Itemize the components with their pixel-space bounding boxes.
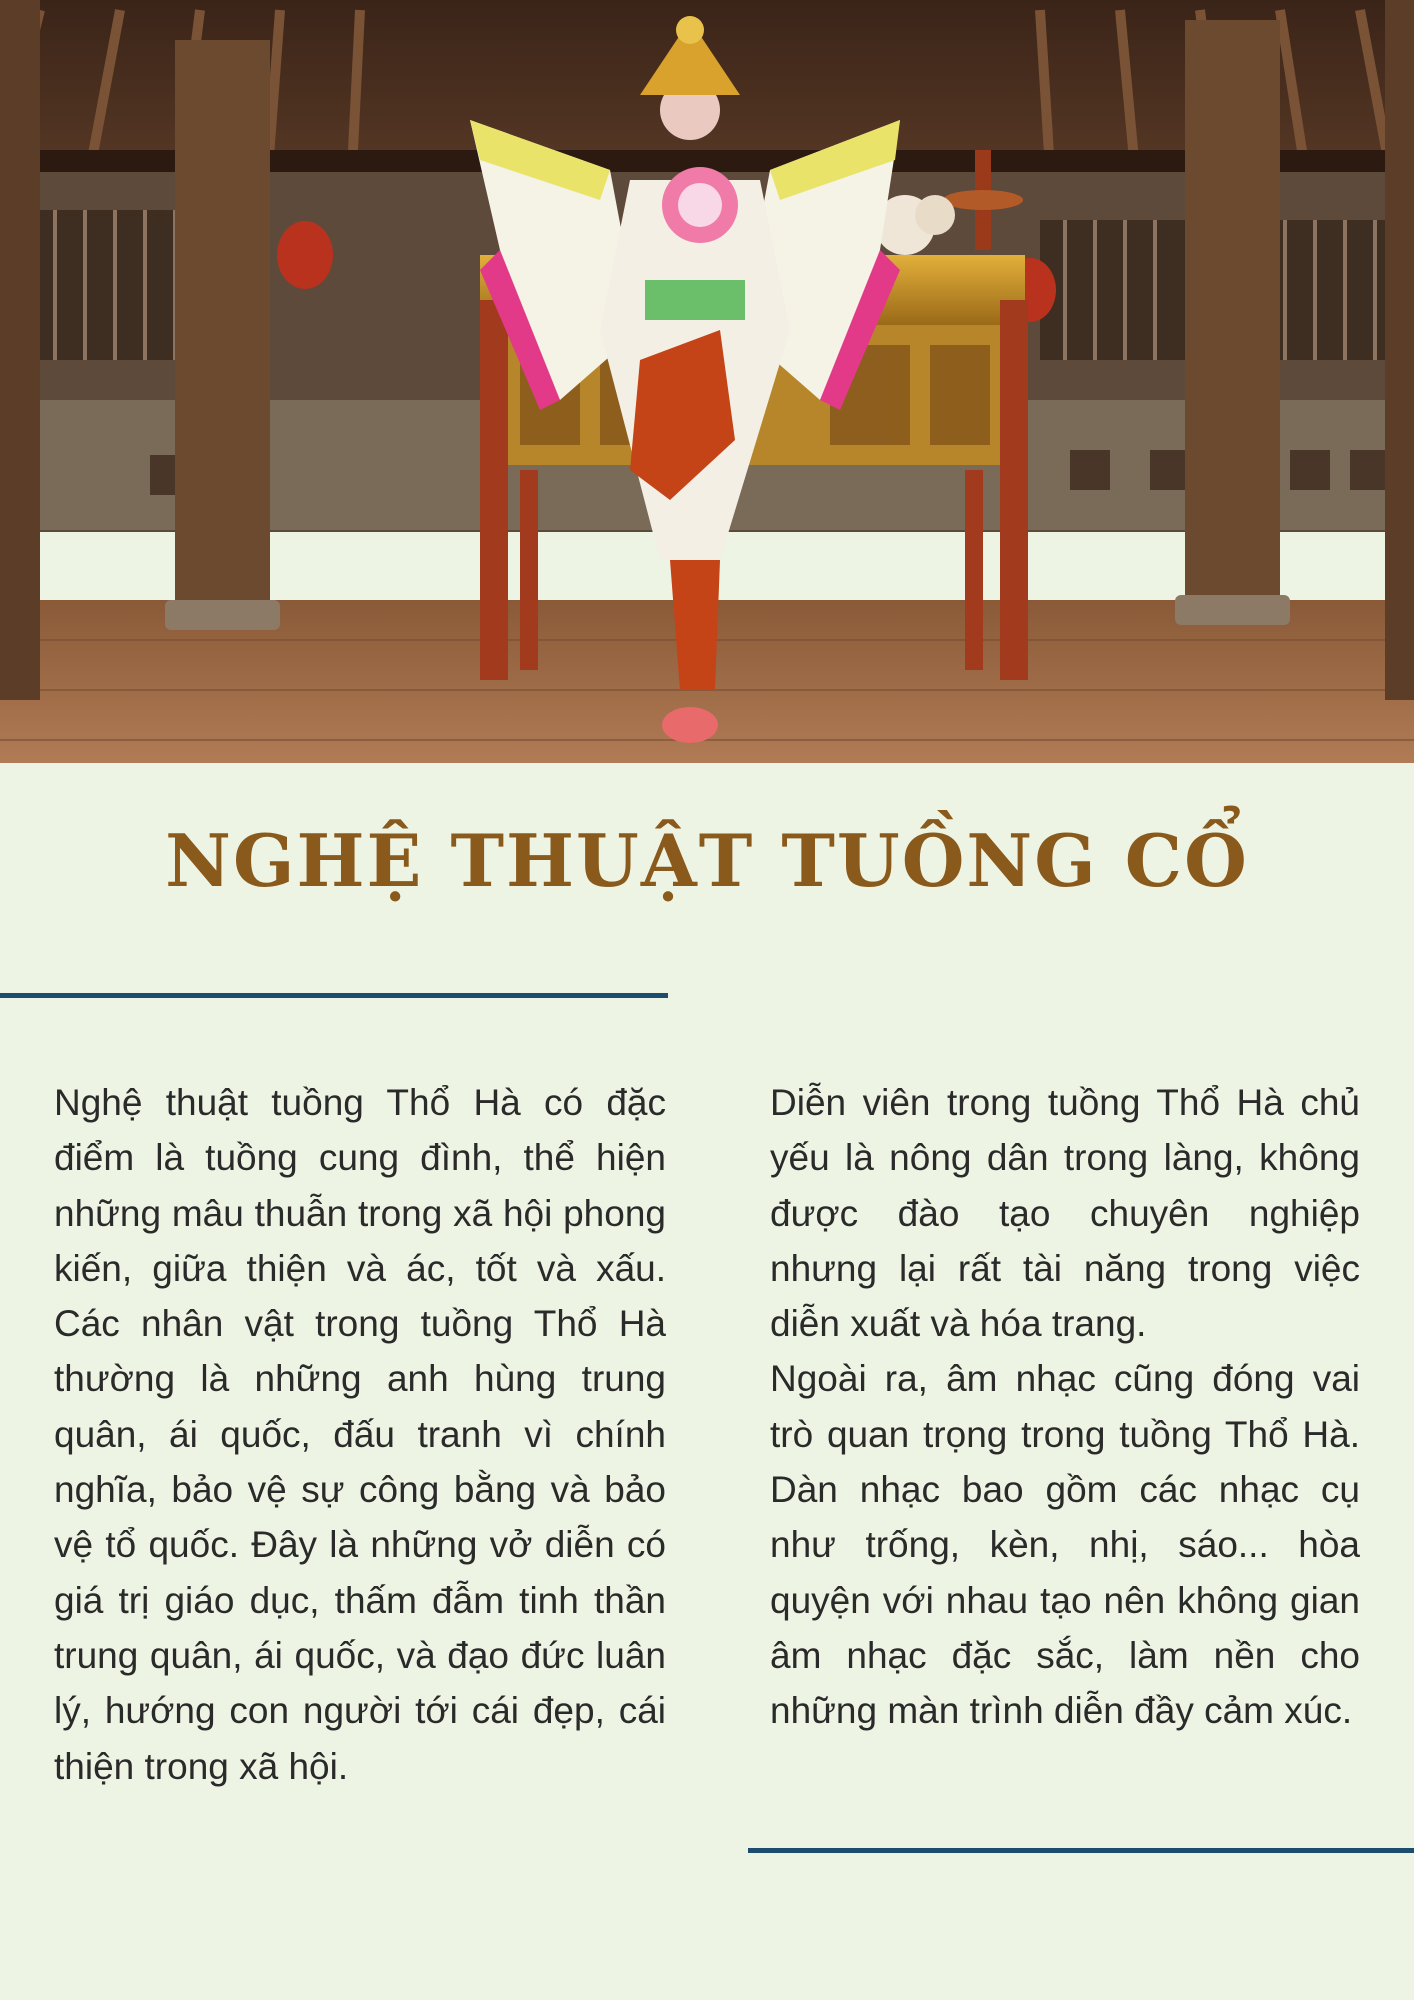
divider-top — [0, 993, 668, 998]
right-paragraph-2: Ngoài ra, âm nhạc cũng đóng vai trò quan trọng trong tuồng Thổ Hà. Dàn nhạc bao gồm các nhạc cụ như trống, kèn, nhị, sáo... hòa quyện với nhau tạo nên không gian âm nhạc đặc sắc, làm nền cho những màn trình diễn đầy cảm xúc. — [770, 1358, 1360, 1732]
left-column — [54, 1075, 666, 1794]
left-paragraph: Nghệ thuật tuồng Thổ Hà có đặc điểm là tuồng cung đình, thể hiện những mâu thuẫn trong xã hội phong kiến, giữa thiện và ác, tốt và xấu. Các nhân vật trong tuồng Thổ Hà thường là những anh hùng trung quân, ái quốc, đấu tranh vì chính nghĩa, bảo vệ sự công bằng và bảo vệ tổ quốc. Đây là những vở diễn có giá trị giáo dục, thấm đẫm tinh thần trung quân, ái quốc, và đạo đức luân lý, hướng con người tới cái đẹp, cái thiện trong xã hội. — [54, 1082, 666, 1787]
right-column — [770, 1075, 1360, 1739]
divider-bottom — [748, 1848, 1414, 1853]
page-title: NGHỆ THUẬT TUỒNG CỔ — [165, 818, 1249, 903]
hero-photo — [0, 0, 1414, 763]
right-paragraph-1: Diễn viên trong tuồng Thổ Hà chủ yếu là nông dân trong làng, không được đào tạo chuyên nghiệp nhưng lại rất tài năng trong việc diễn xuất và hóa trang. — [770, 1082, 1360, 1345]
